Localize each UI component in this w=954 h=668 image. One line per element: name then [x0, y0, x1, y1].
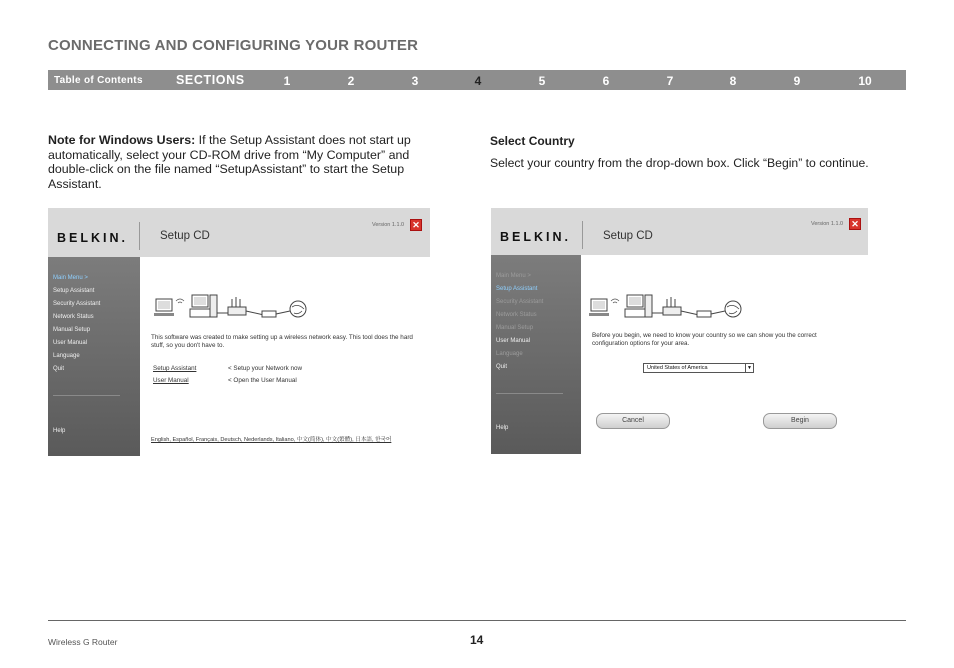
country-intro-text: Before you begin, we need to know your country so we can show you the correct configuration options for your area. — [592, 332, 817, 347]
menu-item-manual-setup[interactable]: Manual Setup — [496, 325, 534, 331]
menu-item-user-manual[interactable]: User Manual — [496, 338, 531, 344]
cancel-button[interactable]: Cancel — [596, 413, 670, 429]
section-link-1[interactable]: 1 — [283, 74, 291, 88]
screenshot-content — [581, 255, 868, 454]
version-label: Version 1.1.0 — [811, 221, 844, 227]
screenshot-content — [140, 257, 430, 456]
section-nav-bar — [48, 70, 906, 90]
user-manual-link[interactable]: User Manual — [153, 377, 189, 384]
page-title: CONNECTING AND CONFIGURING YOUR ROUTER — [48, 37, 419, 54]
windows-note-label: Note for Windows Users: — [48, 133, 196, 147]
windows-note — [48, 133, 438, 191]
windows-note-text: If the Setup Assistant does not start up automatically, select your CD-ROM drive from “My Computer” and double-click on the file named “SetupAssistant” to start the Setup Assistant. — [48, 133, 411, 191]
section-link-6[interactable]: 6 — [602, 74, 610, 88]
country-select-value: United States of America — [647, 365, 708, 371]
menu-item-security-assistant[interactable]: Security Assistant — [496, 299, 544, 305]
menu-item-setup-assistant[interactable]: Setup Assistant — [53, 288, 95, 294]
user-manual-desc: < Open the User Manual — [228, 377, 297, 384]
chevron-down-icon[interactable]: ▼ — [745, 364, 753, 372]
section-link-10[interactable]: 10 — [858, 74, 872, 88]
belkin-logo: BELKIN. — [57, 231, 128, 245]
section-link-9[interactable]: 9 — [793, 74, 801, 88]
screenshot-header — [48, 208, 430, 257]
screenshot-sidebar — [48, 257, 140, 456]
setup-assistant-desc: < Setup your Network now — [228, 365, 303, 372]
begin-button[interactable]: Begin — [763, 413, 837, 429]
section-link-5[interactable]: 5 — [538, 74, 546, 88]
menu-item-network-status[interactable]: Network Status — [53, 314, 94, 320]
version-label: Version 1.1.0 — [372, 222, 405, 228]
screenshot-sidebar — [491, 255, 581, 454]
sections-label: SECTIONS — [176, 73, 245, 87]
setup-cd-select-country-screenshot — [491, 208, 868, 454]
menu-item-manual-setup[interactable]: Manual Setup — [53, 327, 91, 333]
section-link-4[interactable]: 4 — [474, 74, 482, 88]
setup-cd-title: Setup CD — [160, 230, 210, 242]
country-select[interactable] — [643, 363, 754, 373]
menu-item-quit[interactable]: Quit — [496, 364, 508, 370]
close-icon[interactable]: ✕ — [849, 218, 861, 230]
close-icon[interactable]: ✕ — [410, 219, 422, 231]
menu-item-setup-assistant[interactable]: Setup Assistant — [496, 286, 538, 292]
network-diagram-icon — [589, 293, 749, 323]
menu-item-main-menu[interactable]: Main Menu > — [496, 273, 531, 279]
menu-item-language[interactable]: Language — [53, 353, 80, 359]
footer-divider — [48, 620, 906, 621]
screenshot-header — [491, 208, 868, 255]
select-country-heading: Select Country — [490, 134, 575, 148]
menu-item-help[interactable]: Help — [496, 425, 509, 431]
menu-item-main-menu[interactable]: Main Menu > — [53, 275, 88, 281]
table-of-contents-link[interactable]: Table of Contents — [54, 75, 143, 86]
setup-cd-title: Setup CD — [603, 230, 653, 242]
menu-item-quit[interactable]: Quit — [53, 366, 65, 372]
menu-item-language[interactable]: Language — [496, 351, 523, 357]
footer-product-name: Wireless G Router — [48, 637, 118, 647]
menu-item-security-assistant[interactable]: Security Assistant — [53, 301, 101, 307]
language-links[interactable]: English, Español, Français, Deutsch, Nederlands, Italiano, 中文(简体), 中文(繁體), 日本語, 한국어 — [151, 437, 392, 443]
section-link-2[interactable]: 2 — [347, 74, 355, 88]
section-link-3[interactable]: 3 — [411, 74, 419, 88]
menu-item-network-status[interactable]: Network Status — [496, 312, 537, 318]
setup-assistant-link[interactable]: Setup Assistant — [153, 365, 197, 372]
section-link-7[interactable]: 7 — [666, 74, 674, 88]
belkin-logo: BELKIN. — [500, 230, 571, 244]
section-link-8[interactable]: 8 — [729, 74, 737, 88]
network-diagram-icon — [154, 293, 314, 323]
page-number: 14 — [470, 633, 484, 647]
menu-item-help[interactable]: Help — [53, 428, 66, 434]
select-country-text: Select your country from the drop-down box. Click “Begin” to continue. — [490, 156, 869, 170]
setup-cd-main-menu-screenshot — [48, 208, 430, 456]
menu-item-user-manual[interactable]: User Manual — [53, 340, 88, 346]
intro-text: This software was created to make setting up a wireless network easy. This tool does the hard stuff, so you don't have to. — [151, 334, 413, 349]
